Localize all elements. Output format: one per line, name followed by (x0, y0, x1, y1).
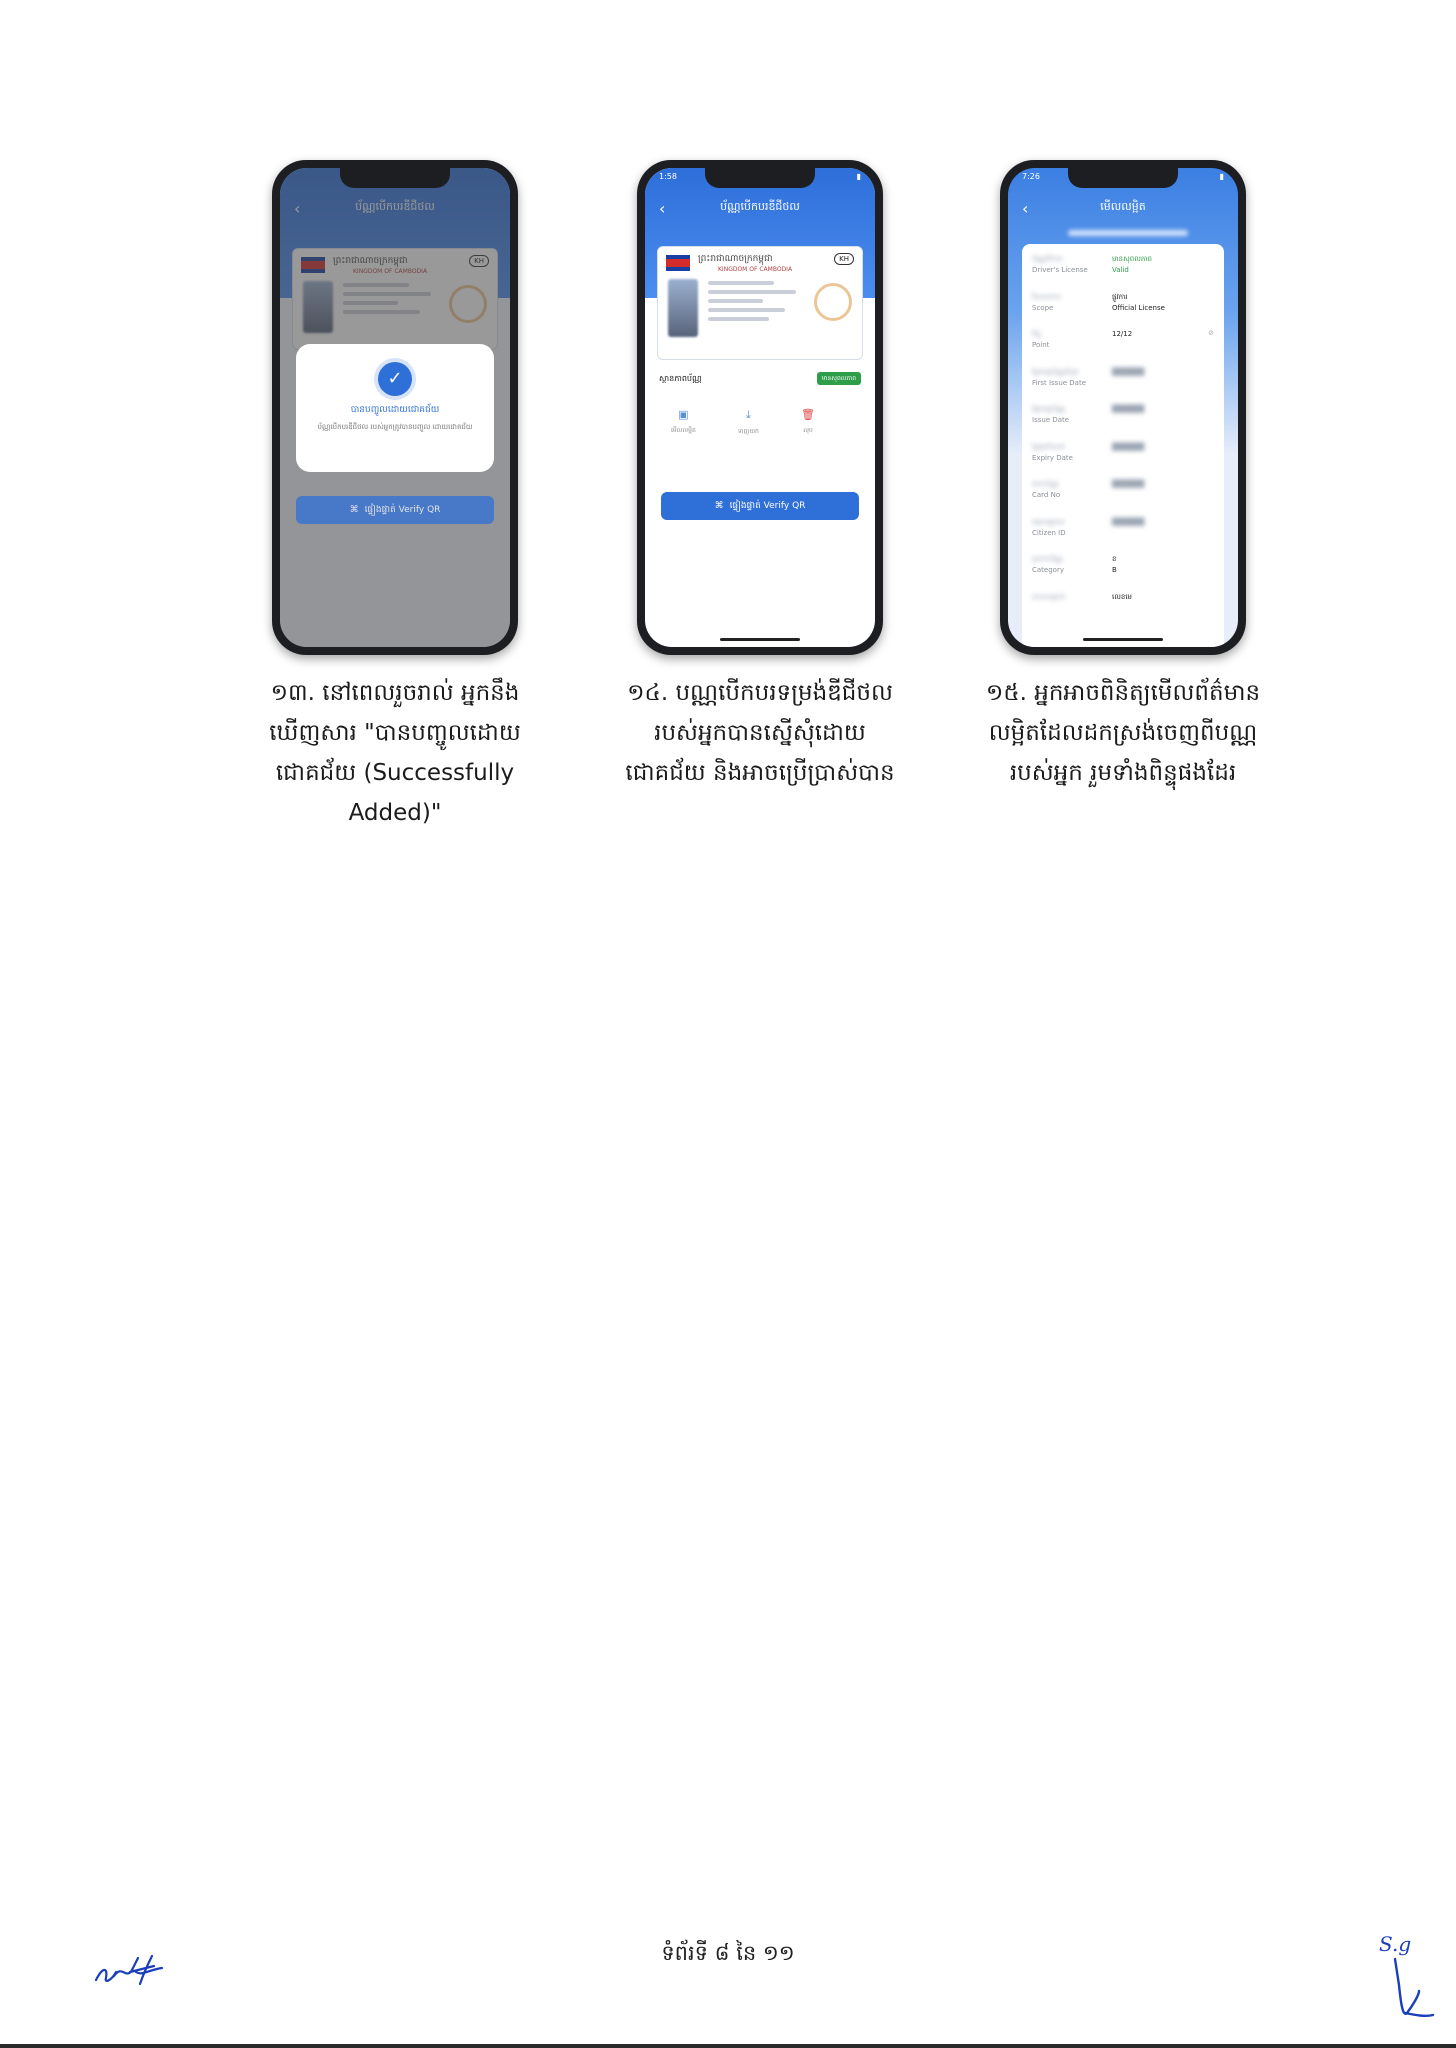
detail-value-km: ផ្លូវការ (1112, 292, 1128, 301)
detail-label (1032, 292, 1112, 330)
detail-value (1112, 479, 1214, 517)
detail-label (1032, 554, 1112, 592)
caption-line: ១៣. នៅពេលរួចរាល់ អ្នកនឹង (270, 680, 520, 706)
detail-label-km: ថ្ងៃចេញប័ណ្ណ (1032, 405, 1065, 413)
back-icon[interactable]: ‹ (1022, 198, 1029, 218)
detail-label-en: Citizen ID (1032, 528, 1066, 537)
detail-row (1032, 517, 1214, 555)
step-caption (610, 673, 910, 793)
battery-icon: ▮ (1219, 172, 1224, 181)
detail-value (1112, 404, 1214, 442)
card-photo (668, 279, 698, 337)
detail-value-text: លេខមេ (1112, 592, 1132, 601)
phone-notch (705, 168, 815, 188)
detail-label (1032, 404, 1112, 442)
check-icon: ✓ (378, 362, 412, 396)
card-status-row (659, 372, 861, 385)
verify-qr-label: ផ្ទៀងផ្ទាត់ Verify QR (729, 500, 806, 511)
detail-label-km: លេខសម្គាល់ (1032, 592, 1066, 601)
detail-label-km: ប័ណ្ណបើកបរ (1032, 255, 1063, 263)
detail-label-en: Expiry Date (1032, 453, 1073, 462)
detail-row (1032, 592, 1214, 630)
qr-icon: ⌘ (349, 505, 359, 515)
home-indicator (720, 638, 800, 641)
phone-notch (1068, 168, 1178, 188)
detail-row (1032, 442, 1214, 480)
step-caption (973, 673, 1273, 793)
detail-label (1032, 254, 1112, 292)
step-13 (245, 160, 545, 833)
detail-value-text: B (1112, 566, 1117, 574)
scan-edge (0, 2044, 1456, 2048)
status-time: 7:26 (1022, 172, 1040, 181)
status-time: 1:58 (659, 172, 677, 181)
action-label: ទាញយក (737, 428, 759, 435)
page-number: ទំព័រទី ៨ នៃ ១១ (661, 1941, 795, 1965)
detail-label-en: Point (1032, 341, 1050, 349)
detail-row (1032, 329, 1214, 367)
detail-label (1032, 479, 1112, 517)
battery-icon: ▮ (856, 172, 861, 181)
screen-title: ប័ណ្ណបើកបរឌីជីថល (720, 200, 800, 213)
detail-label-en: Issue Date (1032, 416, 1070, 424)
detail-value-redacted: ██████ (1112, 367, 1145, 376)
card-badge: KH (834, 253, 854, 265)
card-title: ព្រះរាជាណាចក្រកម្ពុជា (698, 254, 773, 264)
phone-mockup (637, 160, 883, 655)
detail-value (1112, 367, 1214, 405)
caption-line: Added)" (348, 800, 442, 826)
document-icon: ▣ (678, 408, 689, 421)
detail-label (1032, 442, 1112, 480)
detail-value (1112, 329, 1208, 367)
detail-label (1032, 517, 1112, 555)
valid-badge: មានសុពលភាព (817, 372, 861, 385)
detail-value-redacted: ██████ (1112, 405, 1145, 413)
step-14 (610, 160, 910, 793)
detail-label-en: Card No (1032, 491, 1061, 499)
card-actions (671, 408, 815, 436)
detail-label (1032, 367, 1112, 405)
detail-label-en: Category (1032, 566, 1064, 574)
card-seal-icon (814, 283, 852, 321)
phone-mockup (1000, 160, 1246, 655)
detail-value (1112, 592, 1214, 630)
back-icon[interactable]: ‹ (659, 198, 666, 218)
step-caption (245, 673, 545, 833)
caption-line: ១៥. អ្នកអាចពិនិត្យមើលព័ត៌មាន (985, 680, 1261, 706)
home-indicator (1083, 638, 1163, 641)
qr-icon: ⌘ (714, 501, 724, 511)
detail-row (1032, 367, 1214, 405)
phone-screen (280, 168, 510, 647)
detail-value (1112, 517, 1214, 555)
success-dialog (296, 344, 494, 472)
phone-mockup (272, 160, 518, 655)
detail-value-text: Valid (1112, 266, 1129, 274)
dialog-message: ប័ណ្ណបើកបរឌីជីថល របស់អ្នកត្រូវបានបញ្ចូល ដោយជោគជ័យ (317, 423, 473, 431)
detail-value-redacted: ██████ (1112, 442, 1145, 451)
detail-value (1112, 254, 1214, 292)
signature-initials: S.g (1379, 1932, 1412, 1956)
detail-value (1112, 292, 1214, 330)
detail-label-km: ថ្ងៃផុតកំណត់ (1032, 442, 1065, 451)
card-details (708, 281, 818, 326)
detail-row (1032, 479, 1214, 517)
eye-off-icon[interactable]: ⊘ (1208, 329, 1214, 337)
detail-label-en: First Issue Date (1032, 378, 1087, 387)
delete-action[interactable] (801, 408, 815, 436)
step-15 (973, 160, 1273, 793)
detail-value (1112, 554, 1214, 592)
caption-line: របស់អ្នកបានស្នើសុំដោយ (654, 720, 866, 746)
status-label: ស្ថានភាពប័ណ្ណ (659, 373, 702, 383)
verify-qr-button[interactable] (661, 492, 859, 520)
detail-label-km: ថ្ងៃចេញប័ណ្ណដំបូង (1032, 367, 1079, 376)
download-icon: ⤓ (745, 408, 751, 421)
detail-row (1032, 554, 1214, 592)
detail-label (1032, 592, 1112, 630)
detail-label-km: អត្តសញ្ញាណ (1032, 517, 1065, 526)
screen-title: មើលលម្អិត (1100, 200, 1146, 213)
detail-row (1032, 292, 1214, 330)
phone-screen (1008, 168, 1238, 647)
detail-label-en: Scope (1032, 303, 1054, 312)
app-bar (1008, 190, 1238, 226)
detail-value-km: មានសុពលភាព (1112, 255, 1152, 263)
holder-name (1068, 230, 1188, 236)
verify-qr-button[interactable] (296, 496, 494, 524)
download-action[interactable] (738, 408, 759, 436)
cambodia-flag-icon (666, 255, 690, 271)
detail-value (1112, 442, 1214, 480)
action-label: លុប (803, 427, 813, 434)
phone-screen (645, 168, 875, 647)
app-bar (645, 190, 875, 226)
view-details-action[interactable] (671, 408, 696, 436)
caption-line: ជោគជ័យ (Successfully (275, 760, 515, 786)
trash-icon: 🗑 (801, 408, 815, 421)
detail-label-km: ប្រភេទប័ណ្ណ (1032, 555, 1063, 563)
detail-value-text: 12/12 (1112, 330, 1133, 338)
detail-value-text: Official License (1112, 303, 1165, 312)
verify-qr-label: ផ្ទៀងផ្ទាត់ Verify QR (364, 504, 441, 515)
phone-notch (340, 168, 450, 188)
detail-label (1032, 329, 1112, 367)
detail-label-km: លេខប័ណ្ណ (1032, 480, 1059, 488)
detail-label-km: វិសាលភាព (1032, 292, 1061, 301)
caption-line: ឃើញសារ "បានបញ្ចូលដោយ (269, 720, 521, 746)
caption-line: របស់អ្នក រួមទាំងពិន្ទុផងដែរ (1009, 760, 1237, 786)
detail-row (1032, 404, 1214, 442)
caption-line: ១៤. បណ្ណបើកបរទម្រង់ឌីជីថល (627, 680, 893, 706)
detail-value-redacted: ██████ (1112, 480, 1145, 488)
detail-row (1032, 254, 1214, 292)
action-label: មើលលម្អិត (671, 427, 696, 434)
caption-line: លម្អិតដែលដកស្រង់ចេញពីបណ្ណ (988, 720, 1258, 746)
detail-value-redacted: ██████ (1112, 517, 1145, 526)
dialog-title: បានបញ្ចូលដោយជោគជ័យ (350, 405, 440, 415)
card-subtitle: KINGDOM OF CAMBODIA (718, 266, 793, 273)
details-panel (1022, 244, 1224, 647)
detail-label-en: Driver's License (1032, 266, 1088, 274)
detail-value-km: ខ (1112, 555, 1117, 563)
detail-label-km: ពិន្ទុ (1032, 330, 1041, 338)
license-card[interactable] (657, 246, 863, 360)
caption-line: ជោគជ័យ និងអាចប្រើប្រាស់បាន (625, 760, 895, 786)
